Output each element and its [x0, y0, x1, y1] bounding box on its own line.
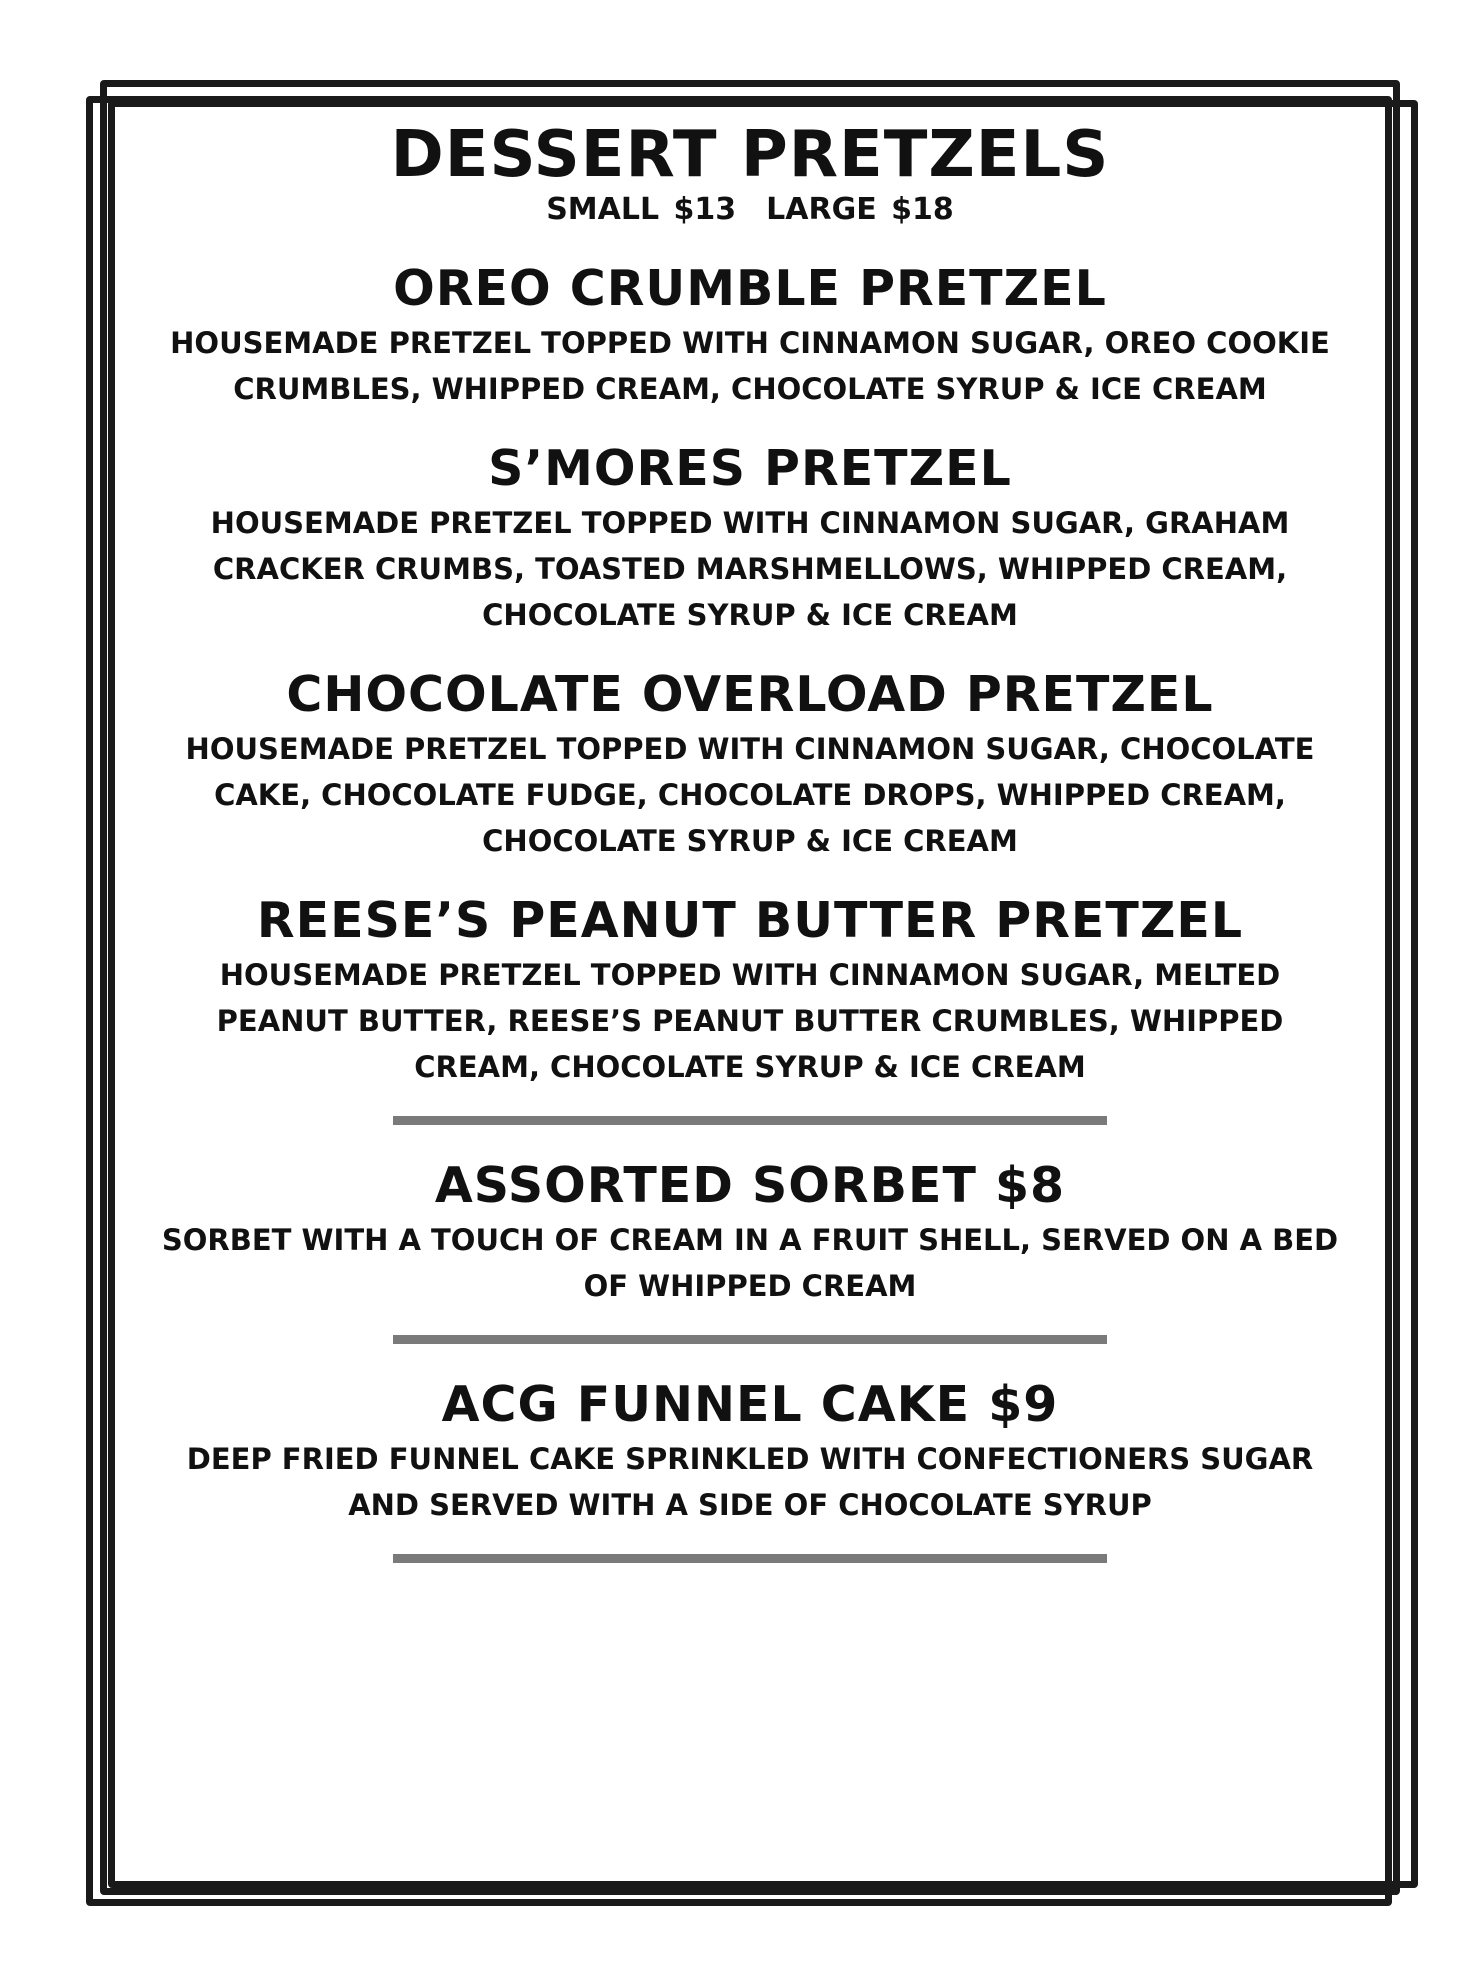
menu-item-oreo-crumble [130, 258, 1370, 412]
item-name: S’MORES PRETZEL [488, 440, 1012, 497]
section-divider [393, 1335, 1107, 1344]
menu-item-sorbet [130, 1155, 1370, 1309]
menu-title: DESSERT PRETZELS [390, 118, 1110, 192]
item-description: HOUSEMADE PRETZEL TOPPED WITH CINNAMON SUGAR, MELTED PEANUT BUTTER, REESE’S PEANUT BUTTER CRUMBLES, WHIPPED CREAM, CHOCOLATE SYRUP & ICE CREAM [216, 958, 1284, 1084]
menu-item-chocolate-overload [130, 664, 1370, 864]
item-name: REESE’S PEANUT BUTTER PRETZEL [256, 892, 1244, 949]
item-description: HOUSEMADE PRETZEL TOPPED WITH CINNAMON SUGAR, OREO COOKIE CRUMBLES, WHIPPED CREAM, CHOCOLATE SYRUP & ICE CREAM [170, 326, 1330, 406]
menu-item-smores [130, 438, 1370, 638]
section-divider [393, 1554, 1107, 1563]
section-divider [393, 1116, 1107, 1125]
large-price: LARGE $18 [766, 192, 954, 227]
item-description: HOUSEMADE PRETZEL TOPPED WITH CINNAMON SUGAR, CHOCOLATE CAKE, CHOCOLATE FUDGE, CHOCOLATE DROPS, WHIPPED CREAM, CHOCOLATE SYRUP & ICE CREAM [185, 732, 1315, 858]
item-name: ASSORTED SORBET $8 [434, 1157, 1066, 1214]
small-price: SMALL $13 [546, 192, 737, 227]
size-prices [130, 192, 1370, 228]
item-name: OREO CRUMBLE PRETZEL [393, 260, 1107, 317]
item-description: SORBET WITH A TOUCH OF CREAM IN A FRUIT SHELL, SERVED ON A BED OF WHIPPED CREAM [161, 1223, 1339, 1303]
menu-item-reeses [130, 890, 1370, 1090]
menu-item-funnel-cake [130, 1374, 1370, 1528]
item-name: ACG FUNNEL CAKE $9 [441, 1376, 1059, 1433]
item-description: DEEP FRIED FUNNEL CAKE SPRINKLED WITH CONFECTIONERS SUGAR AND SERVED WITH A SIDE OF CHOCOLATE SYRUP [186, 1442, 1314, 1522]
menu-content [130, 118, 1370, 1593]
item-name: CHOCOLATE OVERLOAD PRETZEL [286, 666, 1214, 723]
item-description: HOUSEMADE PRETZEL TOPPED WITH CINNAMON SUGAR, GRAHAM CRACKER CRUMBS, TOASTED MARSHMELLOWS, WHIPPED CREAM, CHOCOLATE SYRUP & ICE CREAM [210, 506, 1290, 632]
